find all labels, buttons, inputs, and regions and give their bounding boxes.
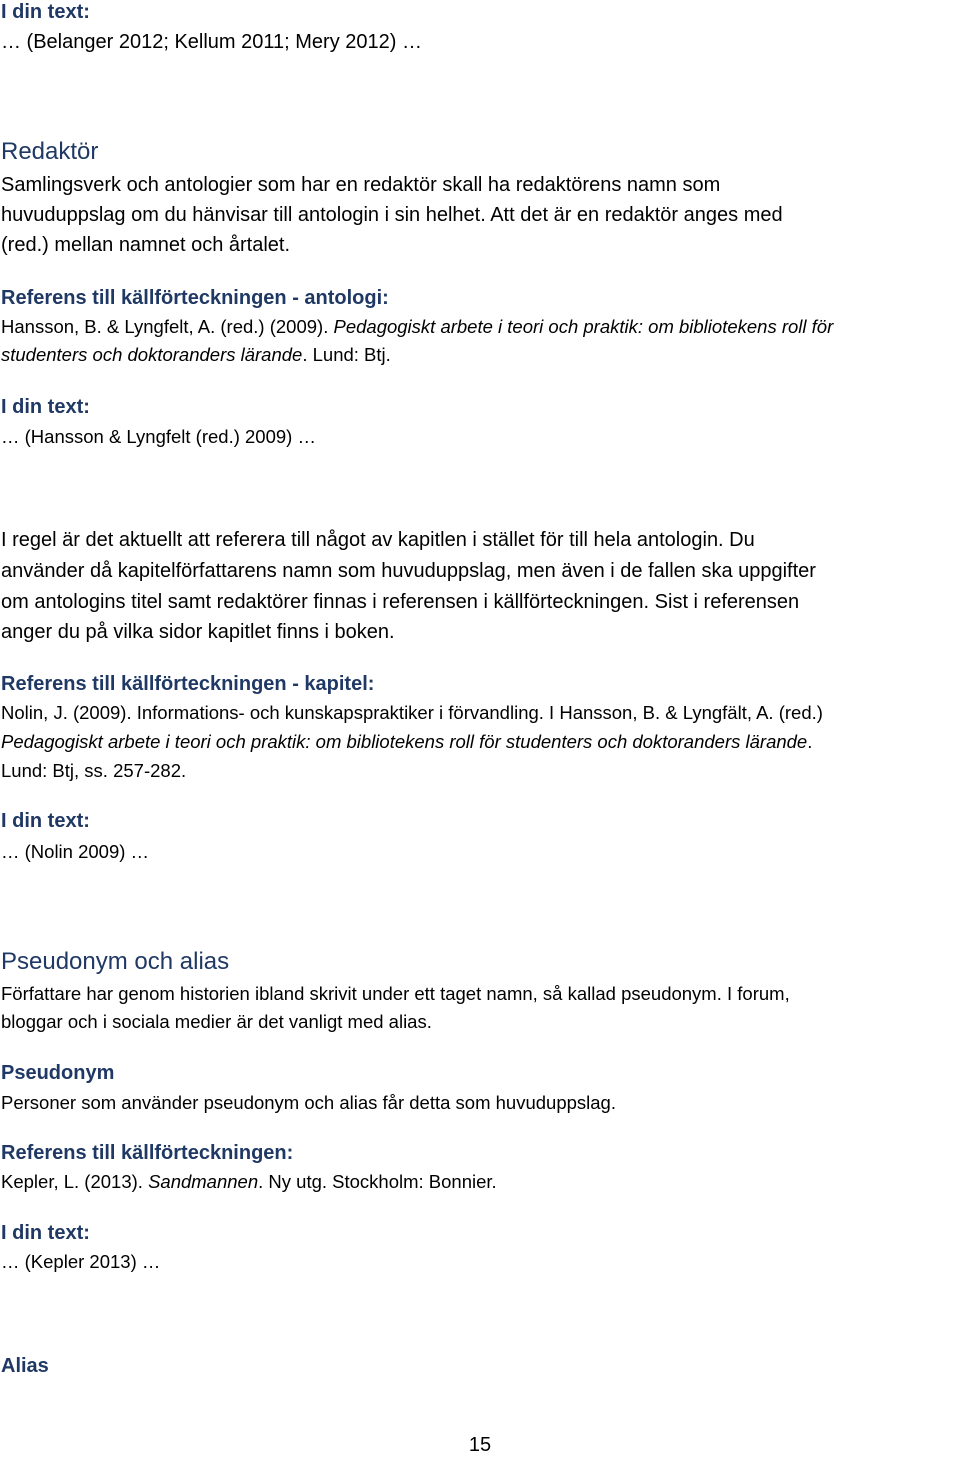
reference-text: . (807, 731, 813, 752)
paragraph-line: Författare har genom historien ibland skrivit under ett taget namn, så kallad pseudonym. I forum, (1, 983, 790, 1004)
reference-title: Sandmannen (148, 1171, 259, 1192)
in-text-label: I din text: (1, 1222, 90, 1244)
paragraph-line: bloggar och i sociala medier är det vanligt med alias. (1, 1011, 432, 1032)
reference-title: Pedagogiskt arbete i teori och praktik: om bibliotekens roll för (333, 316, 834, 337)
paragraph-line: Personer som använder pseudonym och alias får detta som huvuduppslag. (1, 1092, 616, 1113)
page-number: 15 (468, 1434, 492, 1456)
reference-text: . Ny utg. Stockholm: Bonnier. (258, 1171, 497, 1192)
reference-title: Pedagogiskt arbete i teori och praktik: om bibliotekens roll för studenters och doktoranders lärande (1, 731, 808, 752)
paragraph-line: anger du på vilka sidor kapitlet finns i boken. (1, 621, 395, 643)
paragraph-line: (red.) mellan namnet och årtalet. (1, 234, 291, 256)
in-text-label: I din text: (1, 396, 90, 418)
reference-title: studenters och doktoranders lärande (1, 344, 303, 365)
in-text-label: I din text: (1, 1, 90, 23)
paragraph-line: använder då kapitelförfattarens namn som huvuduppslag, men även i de fallen ska uppgifter (1, 560, 816, 582)
reference-entry-line (1, 341, 391, 369)
reference-text: . Lund: Btj. (302, 344, 391, 365)
reference-entry-line (1, 1168, 497, 1196)
paragraph-line: Samlingsverk och antologier som har en redaktör skall ha redaktörens namn som (1, 174, 721, 196)
paragraph-line: I regel är det aktuellt att referera till något av kapitlen i stället för till hela antologin. Du (1, 529, 755, 551)
section-heading-redaktor: Redaktör (1, 138, 99, 165)
paragraph-line: om antologins titel samt redaktörer finnas i referensen i källförteckningen. Sist i referensen (1, 591, 800, 613)
reference-entry-line: Lund: Btj, ss. 257-282. (1, 760, 187, 781)
reference-label-antologi: Referens till källförteckningen - antologi: (1, 287, 389, 309)
reference-entry-line (1, 728, 812, 756)
in-text-example: … (Kepler 2013) … (1, 1251, 161, 1272)
subheading-alias: Alias (1, 1355, 49, 1377)
paragraph-line: huvuduppslag om du hänvisar till antologin i sin helhet. Att det är en redaktör anges med (1, 204, 783, 226)
section-heading-pseudonym-och-alias: Pseudonym och alias (1, 948, 230, 975)
reference-entry-line: Nolin, J. (2009). Informations- och kunskapspraktiker i förvandling. I Hansson, B. & Lyngfält, A. (red.) (1, 702, 823, 723)
reference-entry-line (1, 313, 833, 341)
reference-text: Hansson, B. & Lyngfelt, A. (red.) (2009). (1, 316, 334, 337)
in-text-label: I din text: (1, 810, 90, 832)
subheading-pseudonym: Pseudonym (1, 1062, 115, 1084)
reference-label: Referens till källförteckningen: (1, 1142, 294, 1164)
in-text-example: … (Nolin 2009) … (1, 841, 150, 862)
reference-text: Kepler, L. (2013). (1, 1171, 149, 1192)
in-text-example: … (Belanger 2012; Kellum 2011; Mery 2012) … (1, 31, 422, 53)
reference-label-kapitel: Referens till källförteckningen - kapitel: (1, 673, 375, 695)
in-text-example: … (Hansson & Lyngfelt (red.) 2009) … (1, 426, 316, 447)
